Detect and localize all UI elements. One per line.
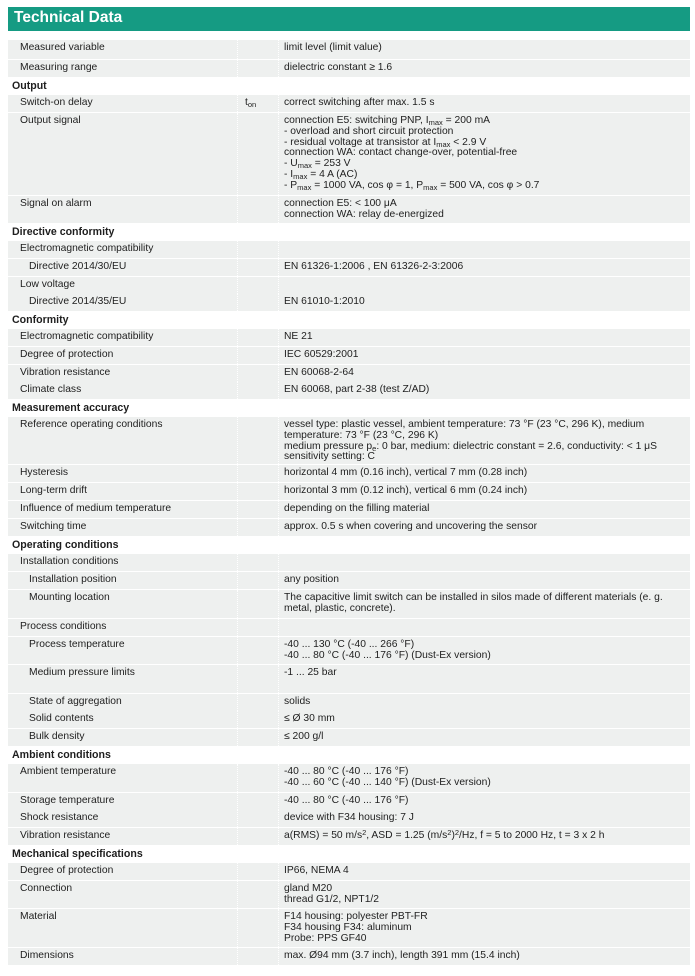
table-row (8, 277, 690, 294)
section-heading (8, 400, 690, 417)
section-heading (8, 312, 690, 329)
row-value: horizontal 3 mm (0.12 inch), vertical 6 mm (0.24 inch) (284, 485, 528, 496)
row-value: IEC 60529:2001 (284, 349, 359, 360)
row-label: Long-term drift (20, 485, 87, 496)
section-title: Ambient conditions (12, 749, 111, 761)
row-label: Storage temperature (20, 795, 115, 806)
table-row (8, 637, 690, 664)
section-heading (8, 224, 690, 241)
row-label: Output signal (20, 115, 81, 126)
row-label: Directive 2014/35/EU (29, 296, 127, 307)
table-row (8, 729, 690, 746)
table-row (8, 294, 690, 311)
row-value: NE 21 (284, 331, 313, 342)
row-value: F14 housing: polyester PBT-FR F34 housing F34: aluminum Probe: PPS GF40 (284, 911, 428, 944)
table-row (8, 694, 690, 711)
table-row (8, 465, 690, 482)
table-row (8, 810, 690, 827)
table-row (8, 519, 690, 536)
table-row (8, 619, 690, 636)
row-label: Dimensions (20, 950, 74, 961)
section-title: Conformity (12, 314, 69, 326)
row-label: Climate class (20, 384, 82, 395)
section-heading (8, 846, 690, 863)
row-value: correct switching after max. 1.5 s (284, 97, 435, 108)
row-label: Measuring range (20, 62, 98, 73)
section-title: Output (12, 80, 47, 92)
table-row (8, 60, 690, 77)
section-title: Directive conformity (12, 226, 115, 238)
row-label: Medium pressure limits (29, 667, 135, 678)
row-label: Vibration resistance (20, 830, 111, 841)
row-label: Installation position (29, 574, 117, 585)
row-label: Material (20, 911, 57, 922)
table-row (8, 863, 690, 880)
section-title: Measurement accuracy (12, 402, 130, 414)
row-label: Process conditions (20, 621, 107, 632)
row-label: Reference operating conditions (20, 419, 163, 430)
table-row (8, 329, 690, 346)
row-label: Measured variable (20, 42, 105, 53)
row-value: connection E5: switching PNP, $I_{max} = 200$ mA - overload and short circuit protection - residual voltage at transistor at $I_{max} < 2.9$ V connection WA: contact change-over, potential-free - $U_{max} = 253$ V - $I_{max} = 4$ A (AC) - $P_{max} = 1000$ VA, cos φ = 1, $P_{max} = 500$ VA, cos φ > 0.7 (284, 115, 540, 192)
table-row (8, 259, 690, 276)
title-banner (8, 7, 690, 31)
table-row (8, 483, 690, 500)
row-label: Bulk density (29, 731, 85, 742)
row-label: Process temperature (29, 639, 125, 650)
row-label: Electromagnetic compatibility (20, 243, 154, 254)
row-value: limit level (limit value) (284, 42, 382, 53)
table-row (8, 711, 690, 728)
table-row (8, 241, 690, 258)
section-heading (8, 747, 690, 764)
row-value: -40 ... 130 °C (-40 ... 266 °F) -40 ... 80 °C (-40 ... 176 °F) (Dust-Ex version) (284, 639, 491, 661)
row-label: Hysteresis (20, 467, 69, 478)
table-row (8, 793, 690, 810)
table-row (8, 95, 690, 112)
table-row (8, 501, 690, 518)
row-label: Signal on alarm (20, 198, 92, 209)
table-row (8, 590, 690, 618)
table-row (8, 948, 690, 965)
row-value: The capacitive limit switch can be installed in silos made of different materials (e. g. metal, plastic, concrete). (284, 592, 663, 614)
row-label: Directive 2014/30/EU (29, 261, 127, 272)
row-value: EN 61326-1:2006 , EN 61326-2-3:2006 (284, 261, 464, 272)
row-label: Installation conditions (20, 556, 119, 567)
row-label: State of aggregation (29, 696, 122, 707)
row-label: Vibration resistance (20, 367, 111, 378)
row-label: Influence of medium temperature (20, 503, 172, 514)
row-value: EN 61010-1:2010 (284, 296, 365, 307)
table-row (8, 382, 690, 399)
row-value: horizontal 4 mm (0.16 inch), vertical 7 mm (0.28 inch) (284, 467, 528, 478)
page-title: Technical Data (14, 9, 123, 26)
table-row (8, 113, 690, 195)
row-value: connection E5: < 100 μA connection WA: relay de-energized (284, 198, 444, 220)
row-value: -40 ... 80 °C (-40 ... 176 °F) (284, 795, 409, 806)
row-label: Connection (20, 883, 73, 894)
section-heading (8, 78, 690, 95)
table-row (8, 196, 690, 223)
table-row (8, 909, 690, 947)
row-label: Switching time (20, 521, 87, 532)
row-label: Low voltage (20, 279, 75, 290)
row-value: EN 60068, part 2-38 (test Z/AD) (284, 384, 430, 395)
row-symbol: $t_{on}$ (245, 97, 257, 109)
table-row (8, 554, 690, 571)
row-value: approx. 0.5 s when covering and uncovering the sensor (284, 521, 538, 532)
table-row (8, 417, 690, 464)
row-value: -40 ... 80 °C (-40 ... 176 °F) -40 ... 60 °C (-40 ... 140 °F) (Dust-Ex version) (284, 766, 491, 788)
row-label: Degree of protection (20, 865, 114, 876)
row-label: Solid contents (29, 713, 94, 724)
row-value: ≤ 200 g/l (284, 731, 324, 742)
section-heading (8, 537, 690, 554)
row-value: a(RMS) = 50 $m/s^2$, ASD = 1.25 $(m/s^2)^2/Hz$, f = 5 to 2000 Hz, t = 3 x 2 h (284, 828, 605, 841)
row-value: solids (284, 696, 311, 707)
row-label: Switch-on delay (20, 97, 93, 108)
row-value: -1 ... 25 bar (284, 667, 337, 678)
row-value: ≤ Ø 30 mm (284, 713, 335, 724)
row-label: Mounting location (29, 592, 110, 603)
row-value: device with F34 housing: 7 J (284, 812, 414, 823)
row-label: Shock resistance (20, 812, 99, 823)
row-value: EN 60068-2-64 (284, 367, 354, 378)
row-value: max. Ø94 mm (3.7 inch), length 391 mm (15.4 inch) (284, 950, 520, 961)
row-label: Degree of protection (20, 349, 114, 360)
row-value: vessel type: plastic vessel, ambient temperature: 73 °F (23 °C, 296 K), medium temperature: 73 °F (23 °C, 296 K) medium pressure $p_e$: 0 bar, medium: dielectric constant = 2.6, conductivity: < 1 μS sensitivity setting: C (284, 419, 657, 463)
table-row (8, 764, 690, 792)
section-title: Operating conditions (12, 539, 119, 551)
row-value: dielectric constant ≥ 1.6 (284, 62, 393, 73)
table-row (8, 665, 690, 693)
table-row (8, 365, 690, 382)
table-row (8, 881, 690, 908)
table-row (8, 40, 690, 59)
row-value: IP66, NEMA 4 (284, 865, 349, 876)
row-value: gland M20 thread G1/2, NPT1/2 (284, 883, 380, 905)
table-row (8, 828, 690, 845)
row-label: Ambient temperature (20, 766, 117, 777)
row-value: depending on the filling material (284, 503, 430, 514)
table-row (8, 347, 690, 364)
table-row (8, 572, 690, 589)
section-title: Mechanical specifications (12, 848, 143, 860)
row-label: Electromagnetic compatibility (20, 331, 154, 342)
row-value: any position (284, 574, 339, 585)
